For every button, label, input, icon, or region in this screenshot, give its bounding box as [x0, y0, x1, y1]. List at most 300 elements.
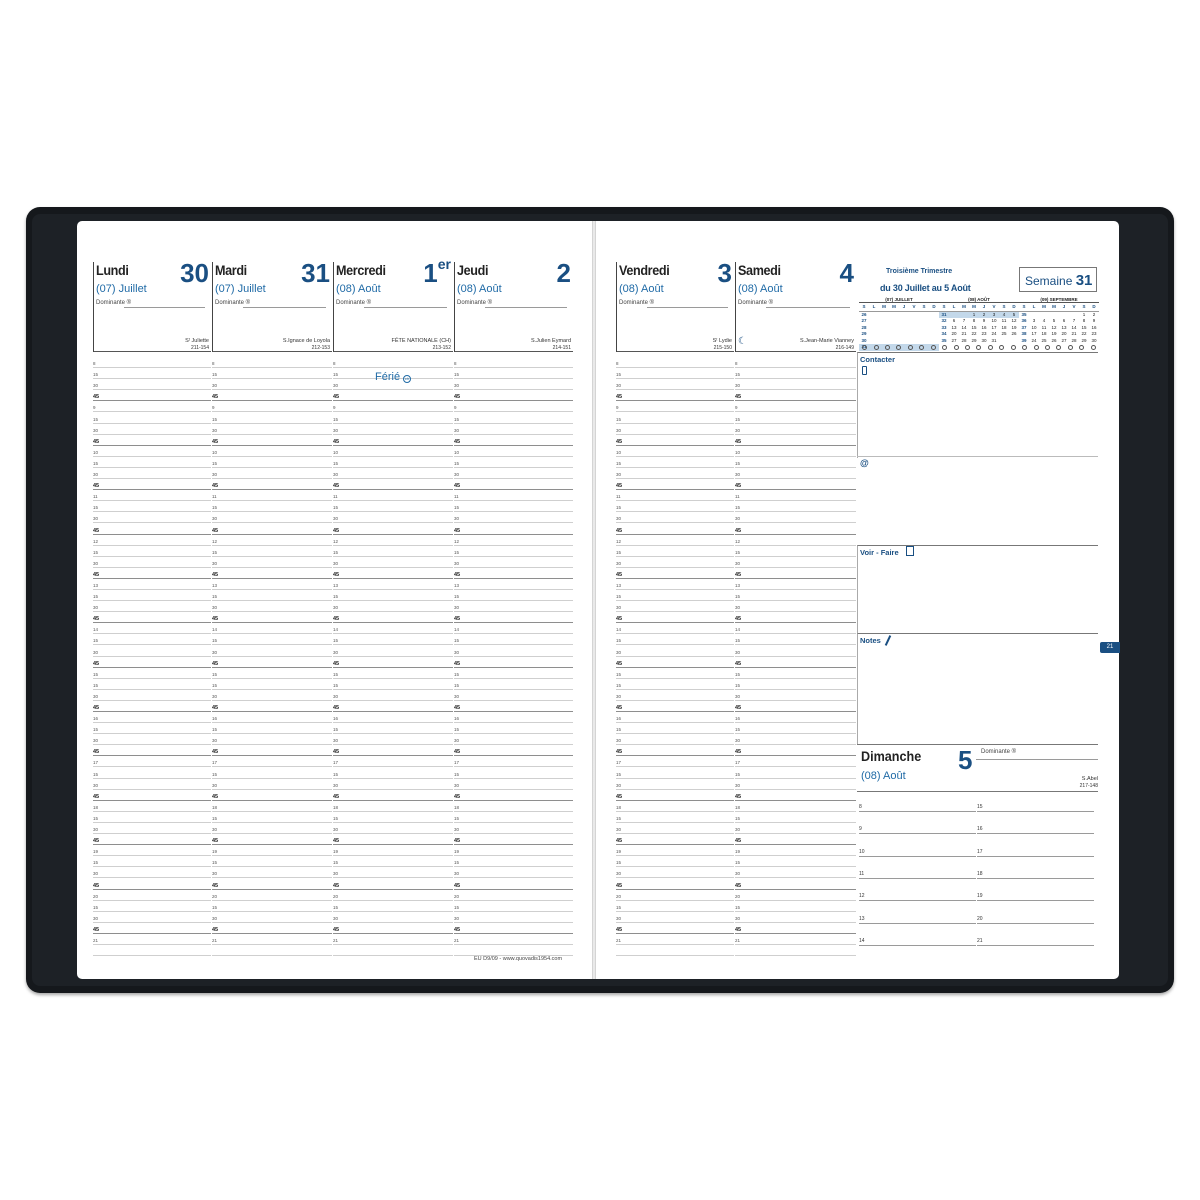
time-slot[interactable] [93, 701, 211, 712]
time-slot[interactable] [454, 435, 573, 446]
time-slot[interactable] [93, 634, 211, 645]
time-slot[interactable] [333, 501, 453, 512]
time-slot[interactable] [454, 834, 573, 845]
time-slot[interactable] [333, 557, 453, 568]
time-slot[interactable] [735, 601, 856, 612]
time-slot[interactable] [93, 501, 211, 512]
time-slot[interactable] [735, 723, 856, 734]
time-slot[interactable] [616, 645, 734, 656]
time-slot[interactable] [333, 912, 453, 923]
time-slot[interactable] [333, 856, 453, 867]
time-slot[interactable] [212, 845, 332, 856]
time-slot[interactable] [616, 701, 734, 712]
time-slot[interactable] [93, 535, 211, 546]
time-slot[interactable] [454, 756, 573, 767]
sunday-time-slot[interactable] [977, 812, 1094, 834]
time-slot[interactable] [735, 801, 856, 812]
time-slot[interactable] [735, 634, 856, 645]
time-slot[interactable] [616, 546, 734, 557]
time-slot[interactable] [616, 368, 734, 379]
time-slot[interactable] [93, 912, 211, 923]
time-slot[interactable] [93, 668, 211, 679]
time-slot[interactable] [735, 612, 856, 623]
time-slot[interactable] [454, 734, 573, 745]
time-slot[interactable] [616, 745, 734, 756]
sunday-time-slot[interactable] [977, 924, 1094, 946]
time-slot[interactable] [616, 557, 734, 568]
time-slot[interactable] [735, 712, 856, 723]
time-slot[interactable] [333, 390, 453, 401]
time-slot[interactable] [212, 945, 332, 956]
time-slot[interactable] [616, 401, 734, 412]
time-slot[interactable] [616, 823, 734, 834]
time-slot[interactable] [93, 512, 211, 523]
time-slot[interactable] [333, 812, 453, 823]
time-slot[interactable] [212, 579, 332, 590]
time-slot[interactable] [616, 424, 734, 435]
time-slot[interactable] [212, 912, 332, 923]
time-slot[interactable] [616, 867, 734, 878]
time-slot[interactable] [93, 379, 211, 390]
time-slot[interactable] [454, 801, 573, 812]
time-slot[interactable] [616, 890, 734, 901]
time-slot[interactable] [93, 457, 211, 468]
time-slot[interactable] [454, 368, 573, 379]
time-slot[interactable] [212, 546, 332, 557]
time-slot[interactable] [454, 934, 573, 945]
time-slot[interactable] [454, 412, 573, 423]
time-slot[interactable] [454, 657, 573, 668]
time-slot[interactable] [616, 779, 734, 790]
time-slot[interactable] [454, 446, 573, 457]
time-slot[interactable] [454, 923, 573, 934]
time-slot[interactable] [93, 412, 211, 423]
time-slot[interactable] [333, 779, 453, 790]
time-slot[interactable] [212, 756, 332, 767]
time-slot[interactable] [333, 446, 453, 457]
time-slot[interactable] [333, 479, 453, 490]
time-slot[interactable] [735, 501, 856, 512]
time-slot[interactable] [333, 424, 453, 435]
time-slot[interactable] [735, 901, 856, 912]
time-slot[interactable] [454, 779, 573, 790]
time-slot[interactable] [616, 601, 734, 612]
time-slot[interactable] [454, 479, 573, 490]
time-slot[interactable] [93, 446, 211, 457]
time-slot[interactable] [93, 712, 211, 723]
time-slot[interactable] [454, 690, 573, 701]
time-slot[interactable] [93, 823, 211, 834]
time-slot[interactable] [333, 723, 453, 734]
time-slot[interactable] [454, 501, 573, 512]
time-slot[interactable] [333, 412, 453, 423]
time-slot[interactable] [212, 867, 332, 878]
time-slot[interactable] [735, 401, 856, 412]
time-slot[interactable] [616, 357, 734, 368]
time-slot[interactable] [333, 623, 453, 634]
time-slot[interactable] [333, 523, 453, 534]
time-slot[interactable] [735, 701, 856, 712]
time-slot[interactable] [454, 634, 573, 645]
time-slot[interactable] [212, 723, 332, 734]
time-slot[interactable] [212, 435, 332, 446]
time-slot[interactable] [93, 424, 211, 435]
time-slot[interactable] [616, 734, 734, 745]
time-slot[interactable] [93, 723, 211, 734]
time-slot[interactable] [93, 401, 211, 412]
time-slot[interactable] [93, 568, 211, 579]
time-slot[interactable] [212, 856, 332, 867]
time-slot[interactable] [93, 745, 211, 756]
time-slot[interactable] [93, 945, 211, 956]
time-slot[interactable] [212, 834, 332, 845]
time-slot[interactable] [454, 812, 573, 823]
time-slot[interactable] [735, 424, 856, 435]
time-slot[interactable] [212, 657, 332, 668]
time-slot[interactable] [454, 424, 573, 435]
time-slot[interactable] [616, 623, 734, 634]
time-slot[interactable] [212, 468, 332, 479]
sunday-time-slot[interactable] [977, 879, 1094, 901]
time-slot[interactable] [333, 668, 453, 679]
time-slot[interactable] [616, 878, 734, 889]
time-slot[interactable] [333, 823, 453, 834]
time-slot[interactable] [93, 435, 211, 446]
time-slot[interactable] [735, 435, 856, 446]
time-slot[interactable] [735, 923, 856, 934]
time-slot[interactable] [212, 668, 332, 679]
time-slot[interactable] [454, 745, 573, 756]
time-slot[interactable] [454, 490, 573, 501]
time-slot[interactable] [333, 767, 453, 778]
time-slot[interactable] [333, 934, 453, 945]
time-slot[interactable] [333, 590, 453, 601]
time-slot[interactable] [735, 535, 856, 546]
time-slot[interactable] [212, 424, 332, 435]
time-slot[interactable] [616, 390, 734, 401]
time-slot[interactable] [333, 535, 453, 546]
sunday-time-slot[interactable] [977, 790, 1094, 812]
time-slot[interactable] [616, 901, 734, 912]
time-slot[interactable] [212, 690, 332, 701]
time-slot[interactable] [212, 457, 332, 468]
time-slot[interactable] [93, 357, 211, 368]
time-slot[interactable] [212, 634, 332, 645]
time-slot[interactable] [616, 457, 734, 468]
time-slot[interactable] [93, 734, 211, 745]
time-slot[interactable] [735, 412, 856, 423]
time-slot[interactable] [212, 401, 332, 412]
time-slot[interactable] [93, 856, 211, 867]
time-slot[interactable] [93, 612, 211, 623]
time-slot[interactable] [333, 645, 453, 656]
time-slot[interactable] [616, 845, 734, 856]
time-slot[interactable] [454, 579, 573, 590]
time-slot[interactable] [735, 468, 856, 479]
time-slot[interactable] [454, 845, 573, 856]
time-slot[interactable] [93, 468, 211, 479]
time-slot[interactable] [93, 657, 211, 668]
time-slot[interactable] [616, 723, 734, 734]
time-slot[interactable] [735, 934, 856, 945]
time-slot[interactable] [616, 679, 734, 690]
time-slot[interactable] [93, 690, 211, 701]
time-slot[interactable] [735, 568, 856, 579]
time-slot[interactable] [735, 546, 856, 557]
time-slot[interactable] [616, 501, 734, 512]
time-slot[interactable] [735, 512, 856, 523]
time-slot[interactable] [616, 923, 734, 934]
time-slot[interactable] [735, 823, 856, 834]
time-slot[interactable] [735, 390, 856, 401]
time-slot[interactable] [212, 601, 332, 612]
time-slot[interactable] [735, 557, 856, 568]
time-slot[interactable] [454, 823, 573, 834]
time-slot[interactable] [616, 712, 734, 723]
time-slot[interactable] [333, 690, 453, 701]
time-slot[interactable] [333, 867, 453, 878]
time-slot[interactable] [93, 623, 211, 634]
time-slot[interactable] [616, 412, 734, 423]
time-slot[interactable] [616, 856, 734, 867]
time-slot[interactable] [616, 490, 734, 501]
time-slot[interactable] [616, 579, 734, 590]
time-slot[interactable] [333, 612, 453, 623]
time-slot[interactable] [93, 546, 211, 557]
time-slot[interactable] [333, 546, 453, 557]
time-slot[interactable] [735, 579, 856, 590]
time-slot[interactable] [735, 379, 856, 390]
time-slot[interactable] [454, 901, 573, 912]
time-slot[interactable] [454, 645, 573, 656]
time-slot[interactable] [616, 812, 734, 823]
time-slot[interactable] [212, 590, 332, 601]
time-slot[interactable] [212, 779, 332, 790]
time-slot[interactable] [333, 457, 453, 468]
time-slot[interactable] [454, 878, 573, 889]
time-slot[interactable] [454, 701, 573, 712]
time-slot[interactable] [212, 490, 332, 501]
time-slot[interactable] [212, 501, 332, 512]
time-slot[interactable] [93, 645, 211, 656]
time-slot[interactable] [93, 679, 211, 690]
time-slot[interactable] [735, 912, 856, 923]
time-slot[interactable] [333, 790, 453, 801]
time-slot[interactable] [735, 779, 856, 790]
time-slot[interactable] [735, 845, 856, 856]
time-slot[interactable] [212, 390, 332, 401]
time-slot[interactable] [93, 590, 211, 601]
time-slot[interactable] [454, 945, 573, 956]
time-slot[interactable] [616, 468, 734, 479]
time-slot[interactable] [212, 701, 332, 712]
time-slot[interactable] [454, 468, 573, 479]
time-slot[interactable] [616, 834, 734, 845]
time-slot[interactable] [616, 790, 734, 801]
time-slot[interactable] [333, 745, 453, 756]
time-slot[interactable] [735, 368, 856, 379]
time-slot[interactable] [454, 790, 573, 801]
time-slot[interactable] [616, 446, 734, 457]
time-slot[interactable] [93, 934, 211, 945]
time-slot[interactable] [93, 557, 211, 568]
time-slot[interactable] [454, 535, 573, 546]
time-slot[interactable] [454, 523, 573, 534]
time-slot[interactable] [735, 446, 856, 457]
time-slot[interactable] [333, 490, 453, 501]
time-slot[interactable] [333, 601, 453, 612]
time-slot[interactable] [93, 479, 211, 490]
time-slot[interactable] [333, 923, 453, 934]
time-slot[interactable] [212, 523, 332, 534]
time-slot[interactable] [616, 934, 734, 945]
time-slot[interactable] [93, 834, 211, 845]
time-slot[interactable] [93, 790, 211, 801]
time-slot[interactable] [454, 867, 573, 878]
time-slot[interactable] [93, 878, 211, 889]
time-slot[interactable] [735, 878, 856, 889]
time-slot[interactable] [333, 657, 453, 668]
time-slot[interactable] [454, 590, 573, 601]
time-slot[interactable] [616, 767, 734, 778]
time-slot[interactable] [333, 834, 453, 845]
time-slot[interactable] [93, 890, 211, 901]
time-slot[interactable] [454, 712, 573, 723]
time-slot[interactable] [454, 546, 573, 557]
time-slot[interactable] [735, 734, 856, 745]
time-slot[interactable] [735, 357, 856, 368]
time-slot[interactable] [616, 756, 734, 767]
time-slot[interactable] [735, 867, 856, 878]
sunday-time-slot[interactable] [977, 835, 1094, 857]
time-slot[interactable] [93, 845, 211, 856]
time-slot[interactable] [454, 679, 573, 690]
time-slot[interactable] [616, 479, 734, 490]
time-slot[interactable] [333, 801, 453, 812]
time-slot[interactable] [212, 512, 332, 523]
time-slot[interactable] [735, 767, 856, 778]
time-slot[interactable] [735, 590, 856, 601]
time-slot[interactable] [212, 812, 332, 823]
time-slot[interactable] [735, 657, 856, 668]
time-slot[interactable] [735, 812, 856, 823]
time-slot[interactable] [212, 412, 332, 423]
time-slot[interactable] [616, 634, 734, 645]
time-slot[interactable] [212, 923, 332, 934]
time-slot[interactable] [93, 779, 211, 790]
time-slot[interactable] [93, 368, 211, 379]
time-slot[interactable] [616, 657, 734, 668]
time-slot[interactable] [212, 901, 332, 912]
sunday-time-slot[interactable] [859, 835, 976, 857]
time-slot[interactable] [616, 945, 734, 956]
time-slot[interactable] [735, 890, 856, 901]
time-slot[interactable] [735, 790, 856, 801]
time-slot[interactable] [212, 357, 332, 368]
time-slot[interactable] [616, 512, 734, 523]
time-slot[interactable] [735, 479, 856, 490]
time-slot[interactable] [454, 767, 573, 778]
time-slot[interactable] [212, 767, 332, 778]
time-slot[interactable] [93, 601, 211, 612]
time-slot[interactable] [454, 601, 573, 612]
time-slot[interactable] [212, 446, 332, 457]
sunday-time-slot[interactable] [859, 924, 976, 946]
time-slot[interactable] [333, 679, 453, 690]
time-slot[interactable] [454, 890, 573, 901]
time-slot[interactable] [212, 790, 332, 801]
time-slot[interactable] [212, 535, 332, 546]
time-slot[interactable] [454, 568, 573, 579]
time-slot[interactable] [735, 679, 856, 690]
time-slot[interactable] [616, 523, 734, 534]
time-slot[interactable] [454, 557, 573, 568]
time-slot[interactable] [212, 934, 332, 945]
time-slot[interactable] [454, 612, 573, 623]
time-slot[interactable] [212, 878, 332, 889]
time-slot[interactable] [93, 579, 211, 590]
time-slot[interactable] [93, 390, 211, 401]
time-slot[interactable] [616, 612, 734, 623]
time-slot[interactable] [616, 568, 734, 579]
time-slot[interactable] [616, 801, 734, 812]
time-slot[interactable] [333, 945, 453, 956]
sunday-time-slot[interactable] [859, 812, 976, 834]
time-slot[interactable] [333, 734, 453, 745]
time-slot[interactable] [454, 390, 573, 401]
sunday-time-slot[interactable] [859, 879, 976, 901]
time-slot[interactable] [93, 923, 211, 934]
time-slot[interactable] [454, 723, 573, 734]
time-slot[interactable] [735, 856, 856, 867]
time-slot[interactable] [93, 867, 211, 878]
time-slot[interactable] [93, 812, 211, 823]
time-slot[interactable] [454, 379, 573, 390]
time-slot[interactable] [93, 801, 211, 812]
time-slot[interactable] [333, 701, 453, 712]
time-slot[interactable] [333, 435, 453, 446]
time-slot[interactable] [212, 612, 332, 623]
time-slot[interactable] [212, 645, 332, 656]
time-slot[interactable] [454, 457, 573, 468]
time-slot[interactable] [212, 823, 332, 834]
time-slot[interactable] [735, 945, 856, 956]
time-slot[interactable] [333, 401, 453, 412]
time-slot[interactable] [616, 690, 734, 701]
time-slot[interactable] [212, 568, 332, 579]
time-slot[interactable] [454, 357, 573, 368]
time-slot[interactable] [735, 756, 856, 767]
time-slot[interactable] [454, 912, 573, 923]
time-slot[interactable] [735, 690, 856, 701]
sunday-time-slot[interactable] [977, 857, 1094, 879]
time-slot[interactable] [616, 590, 734, 601]
time-slot[interactable] [454, 623, 573, 634]
time-slot[interactable] [333, 634, 453, 645]
time-slot[interactable] [212, 623, 332, 634]
time-slot[interactable] [333, 712, 453, 723]
time-slot[interactable] [333, 579, 453, 590]
time-slot[interactable] [616, 668, 734, 679]
time-slot[interactable] [333, 878, 453, 889]
time-slot[interactable] [735, 523, 856, 534]
time-slot[interactable] [212, 679, 332, 690]
time-slot[interactable] [616, 379, 734, 390]
time-slot[interactable] [735, 745, 856, 756]
time-slot[interactable] [616, 435, 734, 446]
time-slot[interactable] [454, 668, 573, 679]
week-tab[interactable]: 21 [1100, 642, 1120, 653]
